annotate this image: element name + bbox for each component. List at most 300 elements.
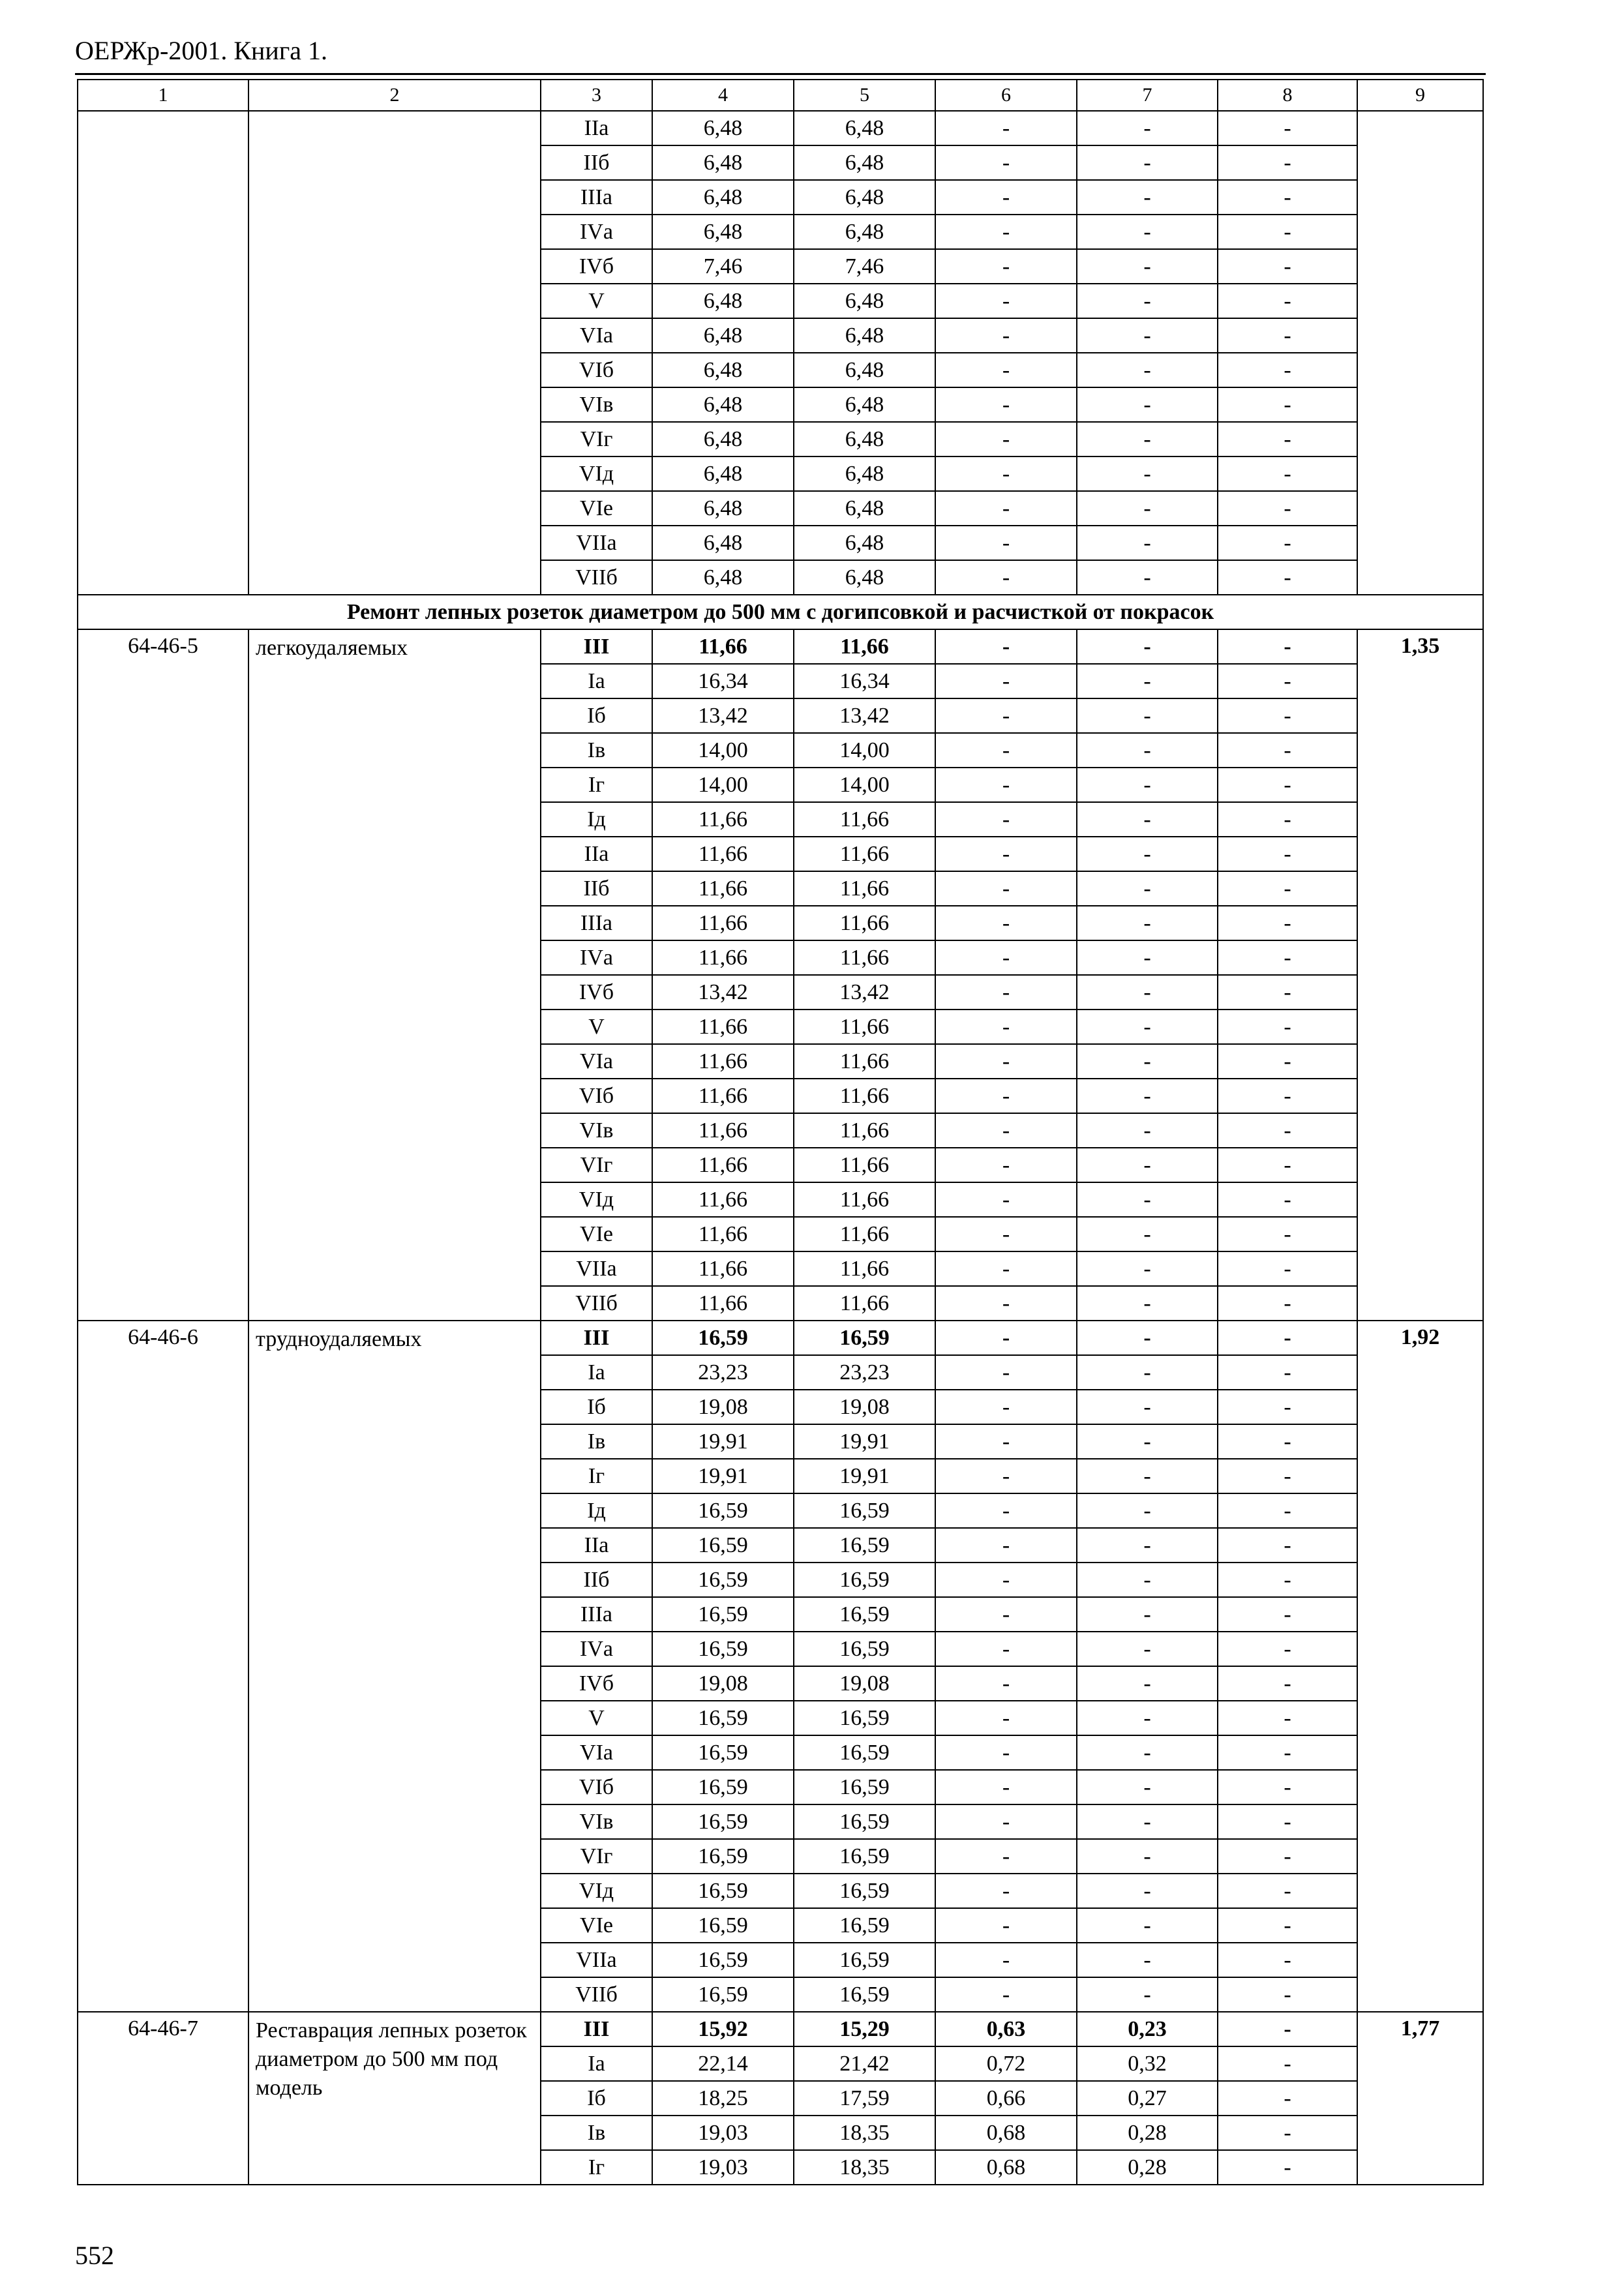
value-cell-col4: 11,66 xyxy=(652,802,794,837)
value-cell-col3: VIг xyxy=(541,422,652,456)
value-cell-col6: - xyxy=(935,1597,1077,1632)
value-cell-col5: 16,59 xyxy=(794,1839,935,1874)
value-cell-col8: - xyxy=(1218,1874,1357,1908)
value-cell-col3: VIа xyxy=(541,1735,652,1770)
value-cell-col8: - xyxy=(1218,698,1357,733)
value-cell-col4: 19,08 xyxy=(652,1666,794,1701)
value-cell-col7: - xyxy=(1077,906,1218,940)
value-cell-col7: - xyxy=(1077,1770,1218,1804)
value-cell-col6: - xyxy=(935,1251,1077,1286)
value-cell-col4: 16,59 xyxy=(652,1632,794,1666)
value-cell-col3: Iг xyxy=(541,768,652,802)
value-cell-col4: 22,14 xyxy=(652,2046,794,2081)
header-row xyxy=(78,80,1483,111)
value-cell-col6: - xyxy=(935,318,1077,353)
value-cell-col7: - xyxy=(1077,387,1218,422)
value-cell-col4: 11,66 xyxy=(652,906,794,940)
value-cell-col3: VIе xyxy=(541,1217,652,1251)
value-cell-col5: 11,66 xyxy=(794,906,935,940)
value-cell-col8: - xyxy=(1218,768,1357,802)
value-cell-col8: - xyxy=(1218,1113,1357,1148)
value-cell-col5: 6,48 xyxy=(794,560,935,595)
value-cell-col6: - xyxy=(935,1666,1077,1701)
value-cell-col3: V xyxy=(541,284,652,318)
value-cell-col7: - xyxy=(1077,1735,1218,1770)
value-cell-col3: IVа xyxy=(541,215,652,249)
value-cell-col6: - xyxy=(935,1977,1077,2012)
value-cell-col5: 11,66 xyxy=(794,1044,935,1079)
value-cell-col8: - xyxy=(1218,1977,1357,2012)
value-cell-col5: 13,42 xyxy=(794,975,935,1010)
value-cell-col4: 11,66 xyxy=(652,1079,794,1113)
value-cell-col3: V xyxy=(541,1701,652,1735)
value-cell-col7: - xyxy=(1077,1943,1218,1977)
value-cell-col4: 16,59 xyxy=(652,1943,794,1977)
value-cell-col8: - xyxy=(1218,1839,1357,1874)
rate-code: 64-46-6 xyxy=(78,1321,248,2012)
value-cell-col4: 15,92 xyxy=(652,2012,794,2046)
value-cell-col6: - xyxy=(935,180,1077,215)
value-cell-col3: Iа xyxy=(541,1355,652,1390)
value-cell-col4: 6,48 xyxy=(652,180,794,215)
value-cell-col4: 23,23 xyxy=(652,1355,794,1390)
value-cell-col3: Iб xyxy=(541,2081,652,2116)
value-cell-col4: 11,66 xyxy=(652,837,794,871)
value-cell-col8: - xyxy=(1218,2116,1357,2150)
value-cell-col3: Iд xyxy=(541,802,652,837)
value-cell-col3: VIб xyxy=(541,1770,652,1804)
value-cell-col6: 0,72 xyxy=(935,2046,1077,2081)
value-cell-col5: 16,59 xyxy=(794,1943,935,1977)
value-cell-col6: - xyxy=(935,837,1077,871)
section-row xyxy=(78,595,1483,629)
value-cell-col3: VIг xyxy=(541,1148,652,1182)
value-cell-col4: 6,48 xyxy=(652,145,794,180)
value-cell-col4: 6,48 xyxy=(652,526,794,560)
value-cell-col4: 16,59 xyxy=(652,1701,794,1735)
value-cell-col5: 6,48 xyxy=(794,215,935,249)
value-cell-col6: - xyxy=(935,1390,1077,1424)
value-cell-col8: - xyxy=(1218,387,1357,422)
value-cell-col6: - xyxy=(935,1735,1077,1770)
value-cell-col7: - xyxy=(1077,1390,1218,1424)
value-cell-col5: 19,91 xyxy=(794,1424,935,1459)
value-cell-col8: - xyxy=(1218,284,1357,318)
value-cell-col5: 14,00 xyxy=(794,733,935,768)
value-cell-col8: - xyxy=(1218,145,1357,180)
value-cell-col7: - xyxy=(1077,111,1218,145)
value-cell-col6: - xyxy=(935,1493,1077,1528)
value-cell-col8: - xyxy=(1218,1908,1357,1943)
value-cell-col3: IIа xyxy=(541,1528,652,1563)
value-cell-col4: 6,48 xyxy=(652,353,794,387)
value-cell-col3: IVб xyxy=(541,975,652,1010)
value-cell-col8: - xyxy=(1218,249,1357,284)
name-cell-empty xyxy=(248,111,541,595)
value-cell-col7: - xyxy=(1077,1182,1218,1217)
value-cell-col8: - xyxy=(1218,1493,1357,1528)
value-cell-col7: - xyxy=(1077,1113,1218,1148)
rate-col9-value: 1,77 xyxy=(1357,2012,1483,2185)
value-cell-col5: 11,66 xyxy=(794,940,935,975)
column-header-4: 4 xyxy=(652,80,794,111)
value-cell-col6: 0,63 xyxy=(935,2012,1077,2046)
rate-code: 64-46-7 xyxy=(78,2012,248,2185)
value-cell-col5: 16,59 xyxy=(794,1597,935,1632)
value-cell-col6: - xyxy=(935,664,1077,698)
value-cell-col8: - xyxy=(1218,2012,1357,2046)
value-cell-col5: 11,66 xyxy=(794,1113,935,1148)
value-cell-col5: 16,59 xyxy=(794,1908,935,1943)
table-row xyxy=(78,2012,1483,2046)
value-cell-col7: - xyxy=(1077,1804,1218,1839)
value-cell-col4: 6,48 xyxy=(652,491,794,526)
value-cell-col8: - xyxy=(1218,1804,1357,1839)
value-cell-col3: VIв xyxy=(541,1804,652,1839)
value-cell-col7: - xyxy=(1077,940,1218,975)
value-cell-col6: - xyxy=(935,387,1077,422)
rate-col9-value: 1,35 xyxy=(1357,629,1483,1321)
value-cell-col4: 14,00 xyxy=(652,768,794,802)
value-cell-col4: 11,66 xyxy=(652,629,794,664)
value-cell-col6: - xyxy=(935,768,1077,802)
value-cell-col5: 6,48 xyxy=(794,526,935,560)
value-cell-col5: 16,59 xyxy=(794,1632,935,1666)
value-cell-col7: 0,28 xyxy=(1077,2150,1218,2185)
value-cell-col8: - xyxy=(1218,906,1357,940)
value-cell-col3: VIIб xyxy=(541,1286,652,1321)
value-cell-col5: 11,66 xyxy=(794,1286,935,1321)
value-cell-col5: 23,23 xyxy=(794,1355,935,1390)
value-cell-col8: - xyxy=(1218,111,1357,145)
value-cell-col4: 6,48 xyxy=(652,284,794,318)
value-cell-col3: IIб xyxy=(541,1563,652,1597)
table-row xyxy=(78,629,1483,664)
value-cell-col4: 6,48 xyxy=(652,456,794,491)
value-cell-col8: - xyxy=(1218,1563,1357,1597)
value-cell-col4: 6,48 xyxy=(652,215,794,249)
value-cell-col5: 16,34 xyxy=(794,664,935,698)
value-cell-col3: III xyxy=(541,629,652,664)
value-cell-col4: 19,03 xyxy=(652,2150,794,2185)
value-cell-col4: 6,48 xyxy=(652,111,794,145)
value-cell-col7: - xyxy=(1077,284,1218,318)
value-cell-col3: VIг xyxy=(541,1839,652,1874)
value-cell-col5: 6,48 xyxy=(794,456,935,491)
value-cell-col6: - xyxy=(935,698,1077,733)
value-cell-col5: 6,48 xyxy=(794,145,935,180)
value-cell-col7: - xyxy=(1077,318,1218,353)
value-cell-col5: 6,48 xyxy=(794,318,935,353)
value-cell-col6: - xyxy=(935,1563,1077,1597)
value-cell-col4: 18,25 xyxy=(652,2081,794,2116)
value-cell-col3: IVб xyxy=(541,1666,652,1701)
value-cell-col7: - xyxy=(1077,526,1218,560)
value-cell-col4: 13,42 xyxy=(652,698,794,733)
table-row xyxy=(78,111,1483,145)
value-cell-col5: 16,59 xyxy=(794,1874,935,1908)
value-cell-col3: IIа xyxy=(541,111,652,145)
column-header-1: 1 xyxy=(78,80,248,111)
value-cell-col8: - xyxy=(1218,1079,1357,1113)
value-cell-col3: VIд xyxy=(541,1182,652,1217)
value-cell-col5: 6,48 xyxy=(794,491,935,526)
value-cell-col8: - xyxy=(1218,629,1357,664)
value-cell-col8: - xyxy=(1218,491,1357,526)
value-cell-col8: - xyxy=(1218,1044,1357,1079)
value-cell-col4: 16,59 xyxy=(652,1528,794,1563)
value-cell-col7: - xyxy=(1077,1908,1218,1943)
value-cell-col5: 11,66 xyxy=(794,1217,935,1251)
value-cell-col7: - xyxy=(1077,1977,1218,2012)
rate-name: легкоудаляемых xyxy=(248,629,541,1321)
value-cell-col5: 11,66 xyxy=(794,629,935,664)
value-cell-col8: - xyxy=(1218,2046,1357,2081)
value-cell-col3: VIе xyxy=(541,491,652,526)
value-cell-col5: 16,59 xyxy=(794,1493,935,1528)
value-cell-col7: - xyxy=(1077,422,1218,456)
value-cell-col3: Iг xyxy=(541,2150,652,2185)
value-cell-col8: - xyxy=(1218,318,1357,353)
value-cell-col5: 21,42 xyxy=(794,2046,935,2081)
value-cell-col4: 16,59 xyxy=(652,1804,794,1839)
value-cell-col8: - xyxy=(1218,215,1357,249)
value-cell-col8: - xyxy=(1218,1632,1357,1666)
value-cell-col3: VIIа xyxy=(541,1251,652,1286)
value-cell-col8: - xyxy=(1218,1735,1357,1770)
value-cell-col4: 6,48 xyxy=(652,560,794,595)
value-cell-col8: - xyxy=(1218,871,1357,906)
col9-cell-empty xyxy=(1357,111,1483,595)
value-cell-col6: 0,68 xyxy=(935,2150,1077,2185)
value-cell-col8: - xyxy=(1218,1424,1357,1459)
value-cell-col5: 16,59 xyxy=(794,1563,935,1597)
value-cell-col3: VIб xyxy=(541,353,652,387)
value-cell-col3: IIа xyxy=(541,837,652,871)
value-cell-col3: Iв xyxy=(541,1424,652,1459)
value-cell-col7: - xyxy=(1077,802,1218,837)
value-cell-col4: 6,48 xyxy=(652,422,794,456)
value-cell-col6: - xyxy=(935,1182,1077,1217)
value-cell-col8: - xyxy=(1218,2150,1357,2185)
value-cell-col8: - xyxy=(1218,1701,1357,1735)
rate-col9-value: 1,92 xyxy=(1357,1321,1483,2012)
value-cell-col6: - xyxy=(935,871,1077,906)
value-cell-col5: 11,66 xyxy=(794,1251,935,1286)
value-cell-col6: - xyxy=(935,560,1077,595)
value-cell-col8: - xyxy=(1218,1390,1357,1424)
column-header-3: 3 xyxy=(541,80,652,111)
value-cell-col6: - xyxy=(935,1770,1077,1804)
value-cell-col6: - xyxy=(935,1908,1077,1943)
value-cell-col3: Iб xyxy=(541,698,652,733)
title-rule xyxy=(75,73,1486,75)
value-cell-col6: - xyxy=(935,1632,1077,1666)
value-cell-col7: - xyxy=(1077,1597,1218,1632)
value-cell-col6: - xyxy=(935,1079,1077,1113)
value-cell-col3: Iб xyxy=(541,1390,652,1424)
value-cell-col4: 16,59 xyxy=(652,1770,794,1804)
value-cell-col5: 6,48 xyxy=(794,387,935,422)
value-cell-col6: - xyxy=(935,111,1077,145)
value-cell-col6: - xyxy=(935,1113,1077,1148)
value-cell-col4: 11,66 xyxy=(652,1010,794,1044)
value-cell-col6: - xyxy=(935,1010,1077,1044)
value-cell-col4: 16,59 xyxy=(652,1839,794,1874)
value-cell-col8: - xyxy=(1218,837,1357,871)
value-cell-col3: VIIа xyxy=(541,526,652,560)
value-cell-col8: - xyxy=(1218,526,1357,560)
code-cell-empty xyxy=(78,111,248,595)
value-cell-col5: 11,66 xyxy=(794,802,935,837)
value-cell-col7: - xyxy=(1077,698,1218,733)
value-cell-col4: 19,03 xyxy=(652,2116,794,2150)
value-cell-col8: - xyxy=(1218,733,1357,768)
table-body xyxy=(78,80,1483,2185)
value-cell-col4: 16,59 xyxy=(652,1597,794,1632)
value-cell-col7: - xyxy=(1077,1079,1218,1113)
value-cell-col5: 19,08 xyxy=(794,1666,935,1701)
value-cell-col7: - xyxy=(1077,1666,1218,1701)
value-cell-col4: 11,66 xyxy=(652,940,794,975)
value-cell-col8: - xyxy=(1218,2081,1357,2116)
value-cell-col6: - xyxy=(935,491,1077,526)
column-header-5: 5 xyxy=(794,80,935,111)
value-cell-col5: 11,66 xyxy=(794,871,935,906)
value-cell-col3: IIIа xyxy=(541,906,652,940)
value-cell-col5: 11,66 xyxy=(794,1010,935,1044)
value-cell-col7: - xyxy=(1077,1874,1218,1908)
value-cell-col3: VIд xyxy=(541,456,652,491)
value-cell-col5: 16,59 xyxy=(794,1977,935,2012)
value-cell-col3: Iг xyxy=(541,1459,652,1493)
value-cell-col4: 11,66 xyxy=(652,1251,794,1286)
value-cell-col3: IVа xyxy=(541,940,652,975)
value-cell-col4: 16,59 xyxy=(652,1493,794,1528)
value-cell-col4: 19,91 xyxy=(652,1424,794,1459)
value-cell-col6: - xyxy=(935,145,1077,180)
value-cell-col3: VIб xyxy=(541,1079,652,1113)
section-title: Ремонт лепных розеток диаметром до 500 мм с догипсовкой и расчисткой от покрасок xyxy=(78,595,1483,629)
value-cell-col7: - xyxy=(1077,1632,1218,1666)
value-cell-col4: 7,46 xyxy=(652,249,794,284)
value-cell-col7: - xyxy=(1077,491,1218,526)
value-cell-col7: - xyxy=(1077,353,1218,387)
value-cell-col8: - xyxy=(1218,802,1357,837)
value-cell-col6: - xyxy=(935,802,1077,837)
value-cell-col7: 0,28 xyxy=(1077,2116,1218,2150)
value-cell-col4: 11,66 xyxy=(652,1182,794,1217)
value-cell-col3: VIв xyxy=(541,387,652,422)
value-cell-col7: - xyxy=(1077,1424,1218,1459)
value-cell-col8: - xyxy=(1218,1182,1357,1217)
value-cell-col8: - xyxy=(1218,1217,1357,1251)
rate-code: 64-46-5 xyxy=(78,629,248,1321)
value-cell-col5: 11,66 xyxy=(794,1079,935,1113)
value-cell-col6: - xyxy=(935,1321,1077,1355)
value-cell-col5: 6,48 xyxy=(794,180,935,215)
value-cell-col8: - xyxy=(1218,1251,1357,1286)
rates-table xyxy=(77,79,1484,2185)
value-cell-col6: - xyxy=(935,1804,1077,1839)
value-cell-col4: 19,91 xyxy=(652,1459,794,1493)
value-cell-col8: - xyxy=(1218,1666,1357,1701)
value-cell-col6: - xyxy=(935,422,1077,456)
value-cell-col5: 6,48 xyxy=(794,284,935,318)
column-header-6: 6 xyxy=(935,80,1077,111)
value-cell-col6: - xyxy=(935,1701,1077,1735)
value-cell-col4: 11,66 xyxy=(652,1286,794,1321)
value-cell-col6: 0,66 xyxy=(935,2081,1077,2116)
value-cell-col5: 13,42 xyxy=(794,698,935,733)
value-cell-col6: - xyxy=(935,353,1077,387)
value-cell-col7: - xyxy=(1077,560,1218,595)
value-cell-col4: 16,59 xyxy=(652,1908,794,1943)
value-cell-col5: 17,59 xyxy=(794,2081,935,2116)
value-cell-col3: Iа xyxy=(541,664,652,698)
value-cell-col6: - xyxy=(935,1424,1077,1459)
value-cell-col6: - xyxy=(935,1874,1077,1908)
value-cell-col4: 14,00 xyxy=(652,733,794,768)
value-cell-col7: 0,32 xyxy=(1077,2046,1218,2081)
value-cell-col7: - xyxy=(1077,1701,1218,1735)
value-cell-col8: - xyxy=(1218,664,1357,698)
value-cell-col8: - xyxy=(1218,1528,1357,1563)
value-cell-col5: 18,35 xyxy=(794,2150,935,2185)
value-cell-col6: - xyxy=(935,1839,1077,1874)
value-cell-col7: - xyxy=(1077,1217,1218,1251)
column-header-7: 7 xyxy=(1077,80,1218,111)
value-cell-col3: VIе xyxy=(541,1908,652,1943)
value-cell-col8: - xyxy=(1218,560,1357,595)
value-cell-col6: - xyxy=(935,733,1077,768)
value-cell-col5: 16,59 xyxy=(794,1770,935,1804)
value-cell-col7: - xyxy=(1077,1528,1218,1563)
value-cell-col8: - xyxy=(1218,940,1357,975)
value-cell-col4: 16,34 xyxy=(652,664,794,698)
value-cell-col7: - xyxy=(1077,145,1218,180)
column-header-8: 8 xyxy=(1218,80,1357,111)
value-cell-col5: 11,66 xyxy=(794,1148,935,1182)
value-cell-col3: Iа xyxy=(541,2046,652,2081)
value-cell-col7: - xyxy=(1077,1839,1218,1874)
column-header-2: 2 xyxy=(248,80,541,111)
value-cell-col5: 16,59 xyxy=(794,1321,935,1355)
value-cell-col4: 6,48 xyxy=(652,387,794,422)
value-cell-col7: - xyxy=(1077,629,1218,664)
value-cell-col3: VIIб xyxy=(541,560,652,595)
value-cell-col5: 15,29 xyxy=(794,2012,935,2046)
value-cell-col8: - xyxy=(1218,1148,1357,1182)
value-cell-col3: VIIб xyxy=(541,1977,652,2012)
value-cell-col3: IIIа xyxy=(541,1597,652,1632)
value-cell-col5: 16,59 xyxy=(794,1701,935,1735)
value-cell-col4: 11,66 xyxy=(652,871,794,906)
value-cell-col3: IIIа xyxy=(541,180,652,215)
value-cell-col6: - xyxy=(935,215,1077,249)
value-cell-col7: - xyxy=(1077,664,1218,698)
value-cell-col7: - xyxy=(1077,871,1218,906)
value-cell-col3: VIв xyxy=(541,1113,652,1148)
value-cell-col8: - xyxy=(1218,1355,1357,1390)
value-cell-col3: IVб xyxy=(541,249,652,284)
value-cell-col8: - xyxy=(1218,1459,1357,1493)
value-cell-col7: - xyxy=(1077,768,1218,802)
value-cell-col7: - xyxy=(1077,837,1218,871)
value-cell-col3: IIб xyxy=(541,145,652,180)
value-cell-col5: 16,59 xyxy=(794,1528,935,1563)
value-cell-col3: Iв xyxy=(541,2116,652,2150)
